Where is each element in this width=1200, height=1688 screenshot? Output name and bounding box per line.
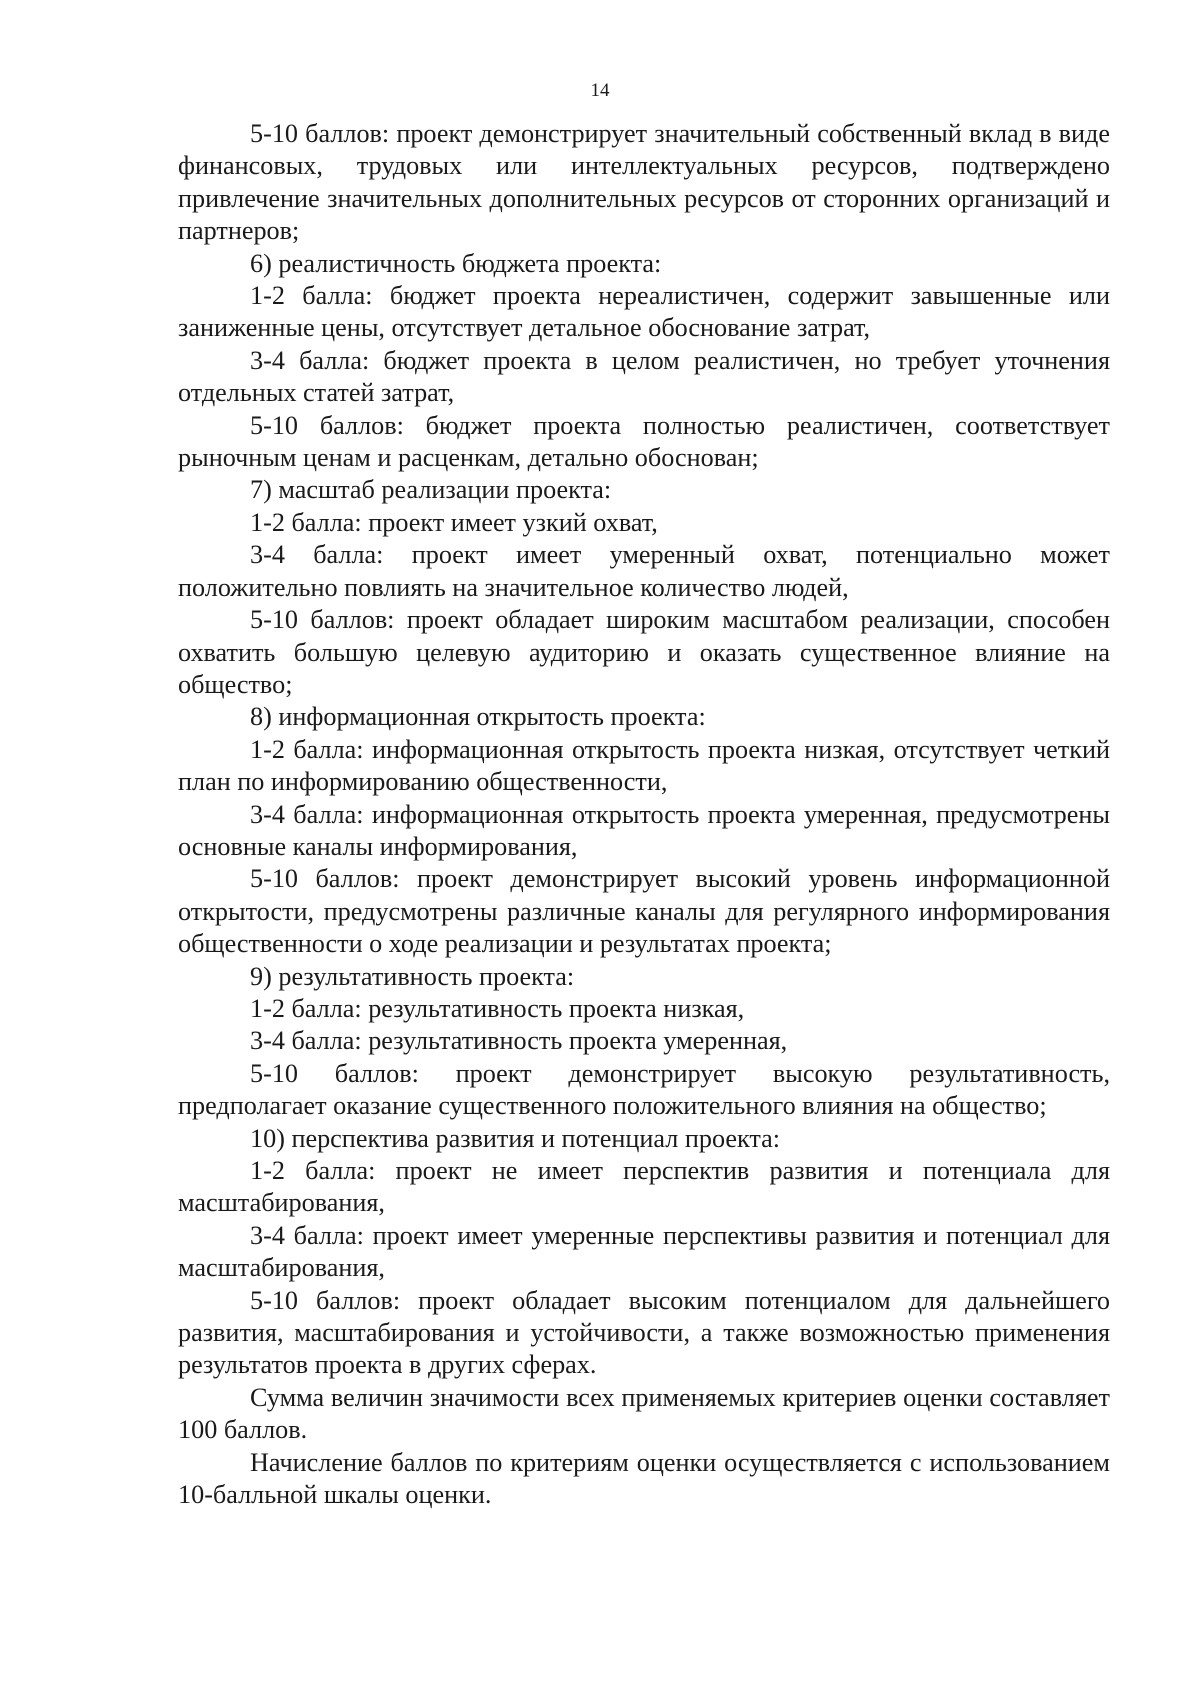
document-body — [178, 118, 1110, 1511]
paragraph: 1-2 балла: информационная открытость проекта низкая, отсутствует четкий план по информированию общественности, — [178, 734, 1110, 797]
paragraph: 3-4 балла: проект имеет умеренный охват, потенциально может положительно повлиять на значительное количество людей, — [178, 540, 1110, 602]
paragraph: 6) реалистичность бюджета проекта: — [250, 248, 662, 278]
paragraph: 5-10 баллов: бюджет проекта полностью реалистичен, соответствует рыночным ценам и расценкам, детально обоснован; — [178, 410, 1110, 473]
paragraph: 9) результативность проекта: — [250, 961, 575, 991]
paragraph: 5-10 баллов: проект обладает широким масштабом реализации, способен охватить большую целевую аудиторию и оказать существенное влияние на общество; — [178, 605, 1110, 699]
paragraph: Начисление баллов по критериям оценки осуществляется с использованием 10-балльной шкалы оценки. — [178, 1447, 1110, 1510]
paragraph: 1-2 балла: результативность проекта низкая, — [250, 993, 745, 1023]
paragraph: 1-2 балла: проект имеет узкий охват, — [250, 507, 658, 537]
paragraph: 1-2 балла: бюджет проекта нереалистичен, содержит завышенные или заниженные цены, отсутствует детальное обоснование затрат, — [178, 281, 1110, 343]
paragraph: 3-4 балла: результативность проекта умеренная, — [250, 1026, 788, 1056]
paragraph: 5-10 баллов: проект демонстрирует высокий уровень информационной открытости, предусмотрены различные каналы для регулярного информирования общественности о ходе реализации и результатах проекта; — [178, 864, 1110, 959]
paragraph: 3-4 балла: проект имеет умеренные перспективы развития и потенциал для масштабирования, — [178, 1220, 1110, 1283]
page-number: 14 — [590, 80, 610, 101]
paragraph: 5-10 баллов: проект демонстрирует значительный собственный вклад в виде финансовых, трудовых или интеллектуальных ресурсов, подтверждено привлечение значительных дополнительных ресурсов от сторонних организаций и партнеров; — [178, 119, 1110, 246]
paragraph: 5-10 баллов: проект обладает высоким потенциалом для дальнейшего развития, масштабирования и устойчивости, а также возможностью применения результатов проекта в других сферах. — [178, 1285, 1110, 1380]
paragraph: 3-4 балла: бюджет проекта в целом реалистичен, но требует уточнения отдельных статей затрат, — [178, 345, 1110, 408]
paragraph: 7) масштаб реализации проекта: — [250, 475, 612, 505]
paragraph: 10) перспектива развития и потенциал проекта: — [250, 1123, 781, 1153]
paragraph: 5-10 баллов: проект демонстрирует высокую результативность, предполагает оказание существенного положительного влияния на общество; — [178, 1058, 1110, 1121]
paragraph: 1-2 балла: проект не имеет перспектив развития и потенциала для масштабирования, — [178, 1156, 1110, 1218]
paragraph: 8) информационная открытость проекта: — [250, 702, 706, 732]
paragraph: 3-4 балла: информационная открытость проекта умеренная, предусмотрены основные каналы информирования, — [178, 799, 1110, 861]
paragraph: Сумма величин значимости всех применяемых критериев оценки составляет 100 баллов. — [178, 1382, 1110, 1445]
